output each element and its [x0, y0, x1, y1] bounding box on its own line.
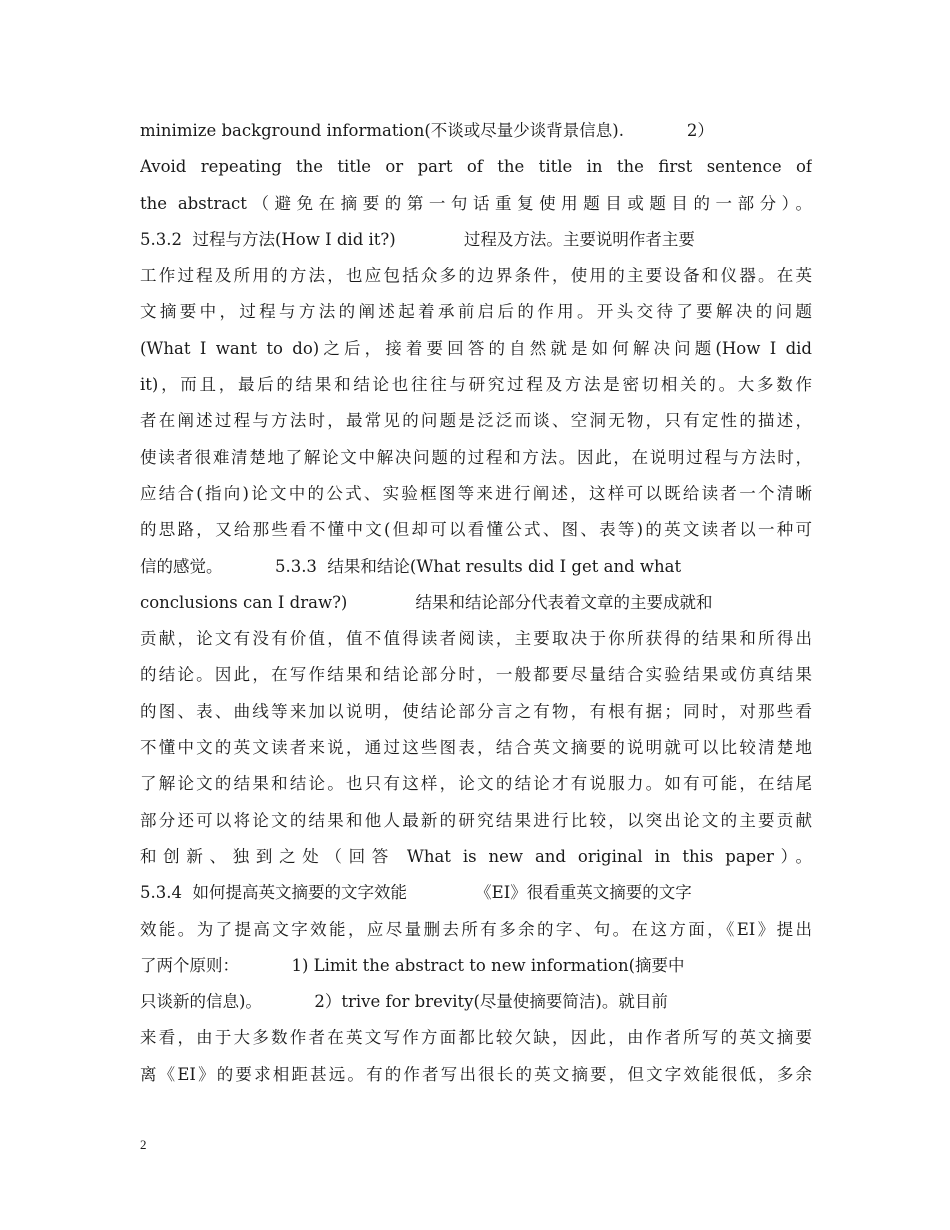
- text-line: 者在阐述过程与方法时，最常见的问题是泛泛而谈、空洞无物，只有定性的描述，: [140, 411, 812, 431]
- text-line: conclusions can I draw?) 结果和结论部分代表着文章的主要成就和: [140, 592, 713, 612]
- text-line: 离《EI》的要求相距甚远。有的作者写出很长的英文摘要，但文字效能很低，多余: [140, 1064, 812, 1084]
- text-line: 部分还可以将论文的结果和他人最新的研究结果进行比较，以突出论文的主要贡献: [140, 810, 812, 830]
- text-line: 和创新、独到之处（回答 What is new and original in this paper）。: [140, 846, 812, 866]
- text-line: 了解论文的结果和结论。也只有这样，论文的结论才有说服力。如有可能，在结尾: [140, 774, 812, 794]
- text-line: 使读者很难清楚地了解论文中解决问题的过程和方法。因此，在说明过程与方法时，: [140, 447, 812, 467]
- text-line: 的结论。因此，在写作结果和结论部分时，一般都要尽量结合实验结果或仿真结果: [140, 665, 812, 685]
- text-line: 的思路，又给那些看不懂中文(但却可以看懂公式、图、表等)的英文读者以一种可: [140, 520, 812, 540]
- text-line: 来看，由于大多数作者在英文写作方面都比较欠缺，因此，由作者所写的英文摘要: [140, 1028, 812, 1048]
- text-line: 信的感觉。 5.3.3 结果和结论(What results did I get and what: [140, 556, 682, 576]
- text-line: 5.3.4 如何提高英文摘要的文字效能 《EI》很看重英文摘要的文字: [140, 883, 692, 903]
- text-line: 只谈新的信息)。 2）trive for brevity(尽量使摘要简洁)。就目前: [140, 992, 668, 1012]
- text-line: 了两个原则： 1) Limit the abstract to new information(摘要中: [140, 955, 685, 975]
- body-text: [140, 113, 812, 1093]
- text-line: Avoid repeating the title or part of the title in the first sentence of: [140, 157, 812, 177]
- text-line: 文摘要中，过程与方法的阐述起着承前启后的作用。开头交待了要解决的问题: [140, 302, 812, 322]
- text-line: 工作过程及所用的方法，也应包括众多的边界条件，使用的主要设备和仪器。在英: [140, 266, 812, 286]
- page-number: 2: [140, 1137, 147, 1152]
- text-line: it)，而且，最后的结果和结论也往往与研究过程及方法是密切相关的。大多数作: [140, 375, 812, 395]
- text-line: minimize background information(不谈或尽量少谈背景信息). 2）: [140, 121, 714, 140]
- text-line: 不懂中文的英文读者来说，通过这些图表，结合英文摘要的说明就可以比较清楚地: [140, 738, 812, 758]
- text-line: 5.3.2 过程与方法(How I did it?) 过程及方法。主要说明作者主要: [140, 229, 695, 249]
- text-line: (What I want to do)之后，接着要回答的自然就是如何解决问题(How I did: [140, 338, 812, 358]
- text-line: 贡献，论文有没有价值，值不值得读者阅读，主要取决于你所获得的结果和所得出: [140, 629, 812, 649]
- text-line: the abstract（避免在摘要的第一句话重复使用题目或题目的一部分）。: [140, 193, 812, 213]
- text-line: 应结合(指向)论文中的公式、实验框图等来进行阐述，这样可以既给读者一个清晰: [140, 483, 812, 503]
- text-line: 的图、表、曲线等来加以说明，使结论部分言之有物，有根有据；同时，对那些看: [140, 701, 812, 721]
- text-line: 效能。为了提高文字效能，应尽量删去所有多余的字、句。在这方面，《EI》提出: [140, 919, 812, 939]
